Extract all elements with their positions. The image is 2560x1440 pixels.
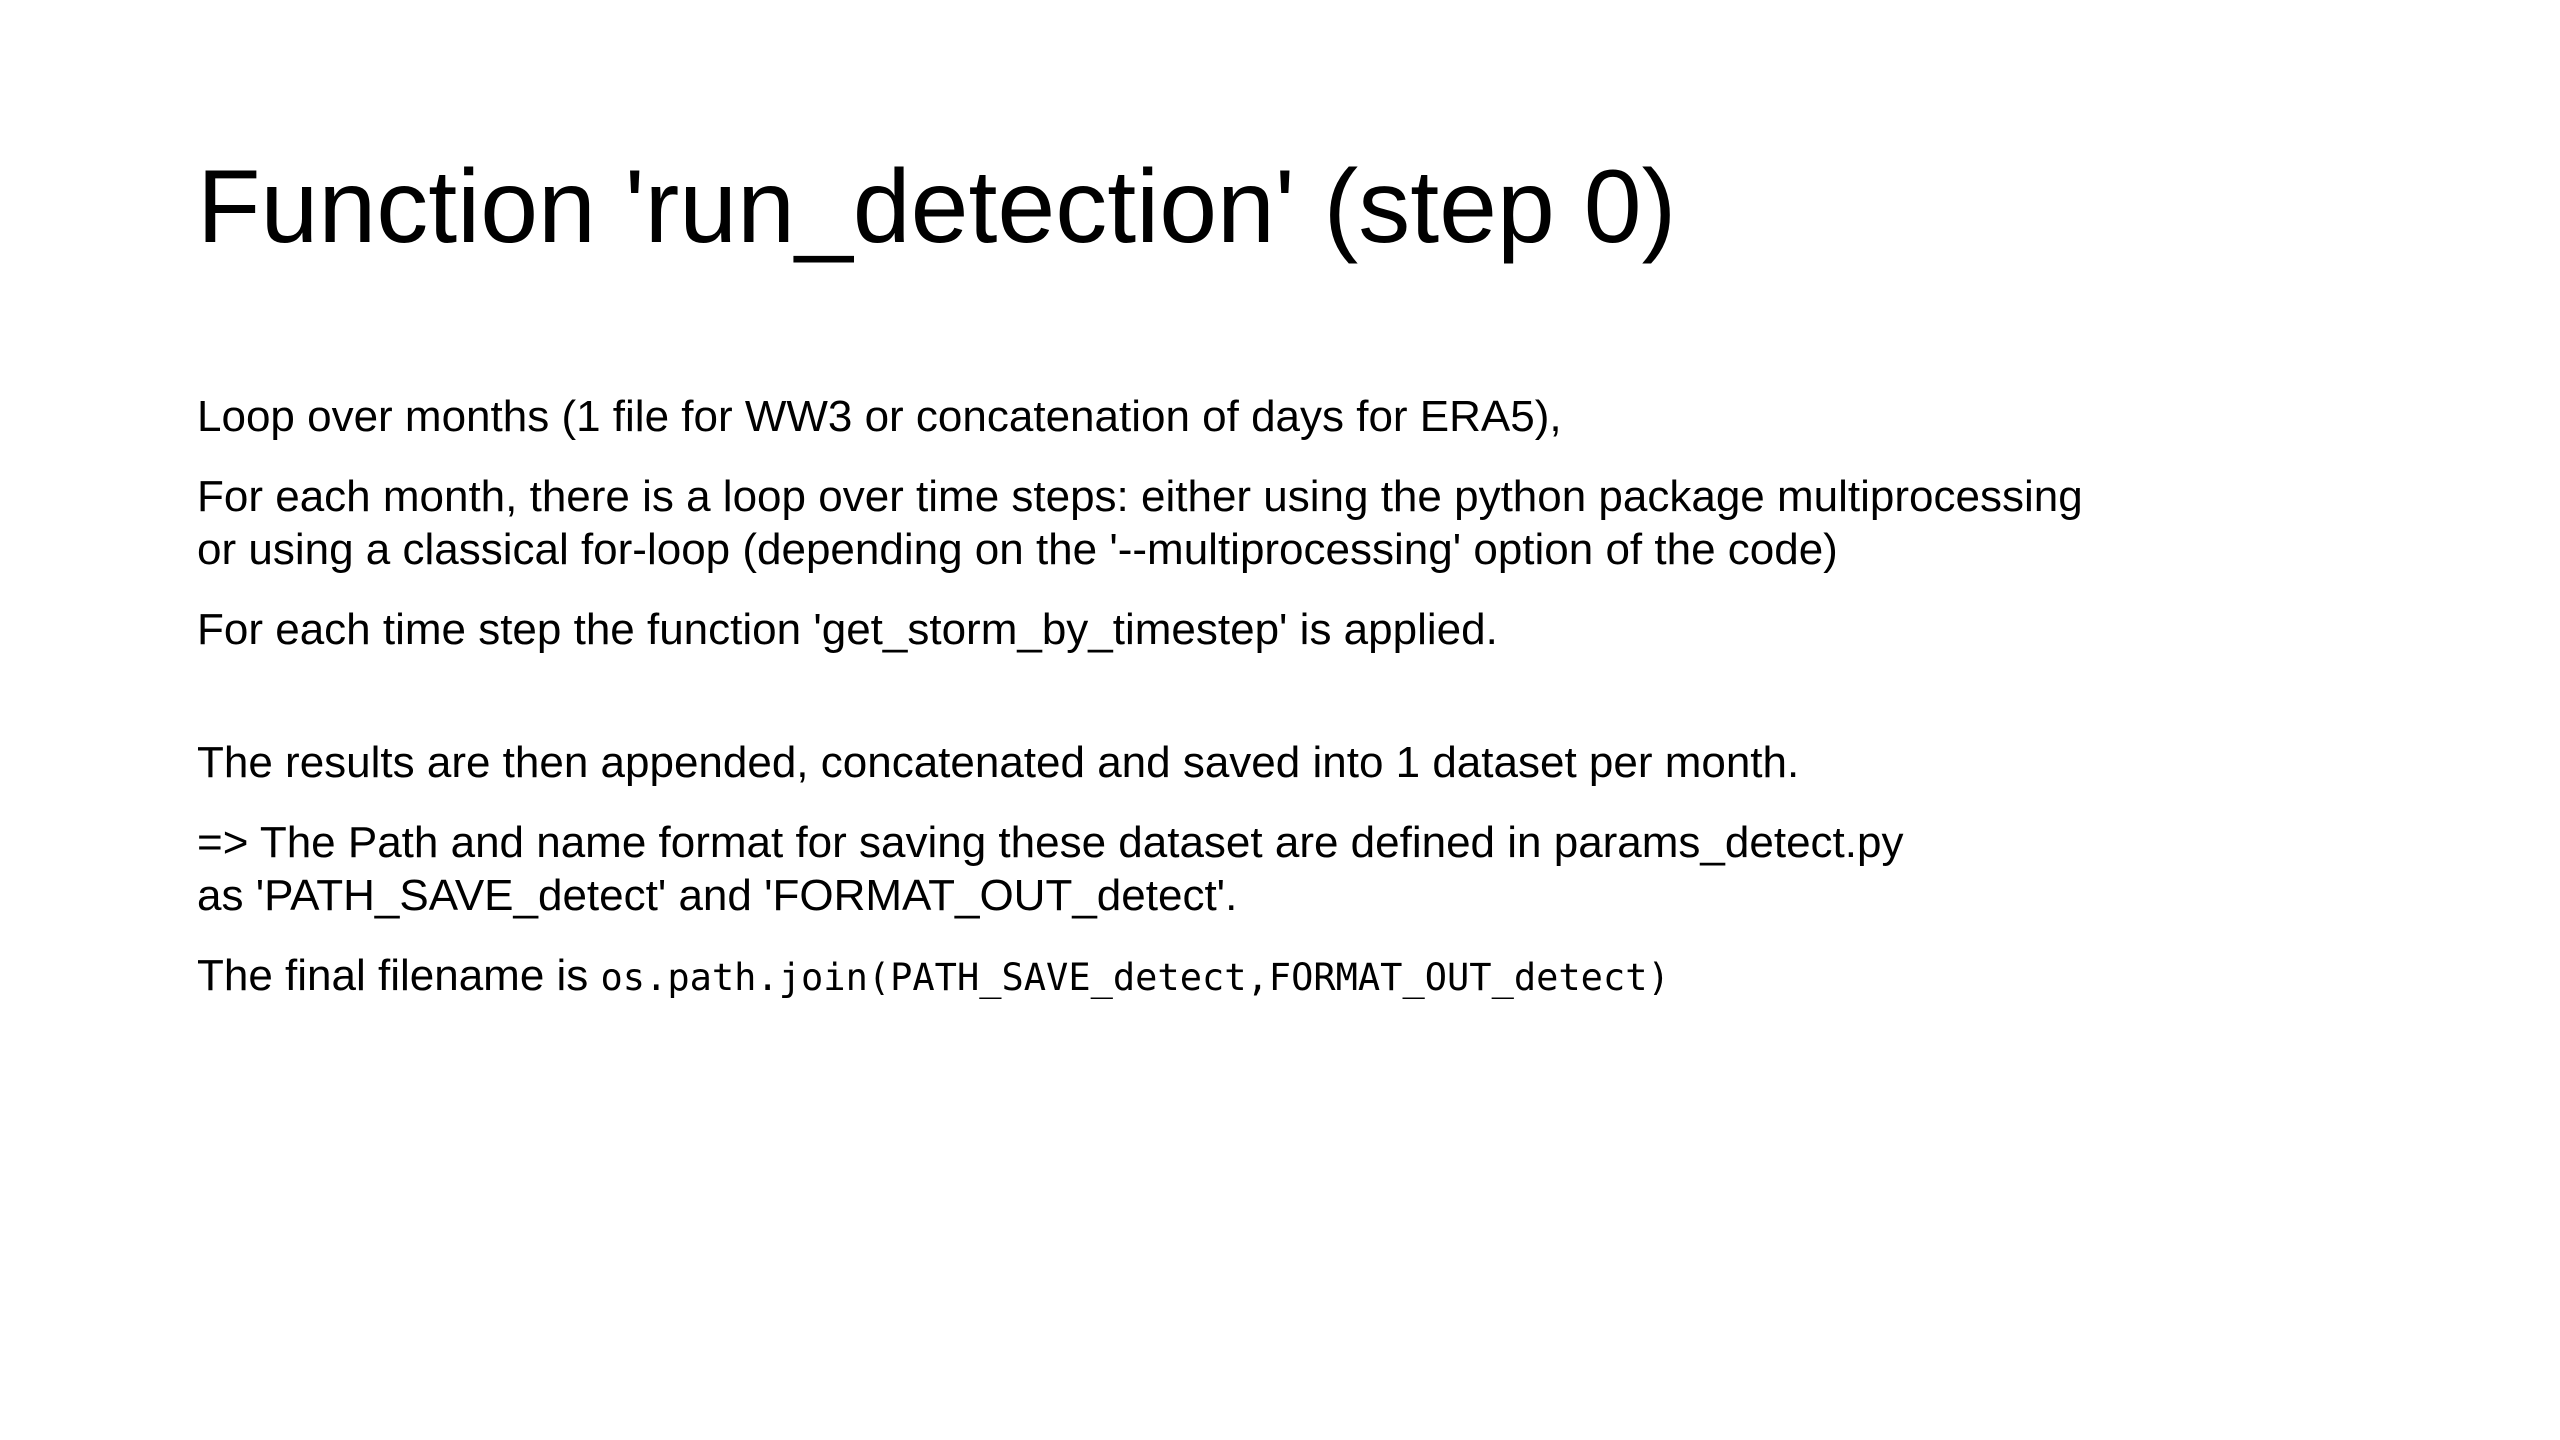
- paragraph-results-saved: The results are then appended, concatenated and saved into 1 dataset per month.: [197, 738, 1800, 787]
- final-filename-text: The final filename is: [197, 951, 601, 1000]
- paragraph-path-format-line-1: => The Path and name format for saving these dataset are defined in params_detect.py: [197, 818, 1904, 867]
- paragraph-loop-timesteps: [197, 470, 2447, 576]
- paragraph-loop-months: Loop over months (1 file for WW3 or concatenation of days for ERA5),: [197, 392, 1562, 441]
- paragraph-path-format: [197, 816, 2447, 922]
- paragraph-path-format-line-2: as 'PATH_SAVE_detect' and 'FORMAT_OUT_detect'.: [197, 871, 1238, 920]
- slide-title: Function 'run_detection' (step 0): [197, 149, 1677, 265]
- paragraph-final-filename: [197, 949, 2447, 1004]
- slide-body: [197, 390, 2447, 1031]
- paragraph-loop-timesteps-line-1: For each month, there is a loop over time steps: either using the python package multiprocessing: [197, 472, 2083, 521]
- final-filename-code: os.path.join(PATH_SAVE_detect,FORMAT_OUT_detect): [600, 956, 1670, 999]
- paragraph-loop-timesteps-line-2: or using a classical for-loop (depending on the '--multiprocessing' option of the code): [197, 525, 1838, 574]
- paragraph-function-applied: For each time step the function 'get_storm_by_timestep' is applied.: [197, 605, 1498, 654]
